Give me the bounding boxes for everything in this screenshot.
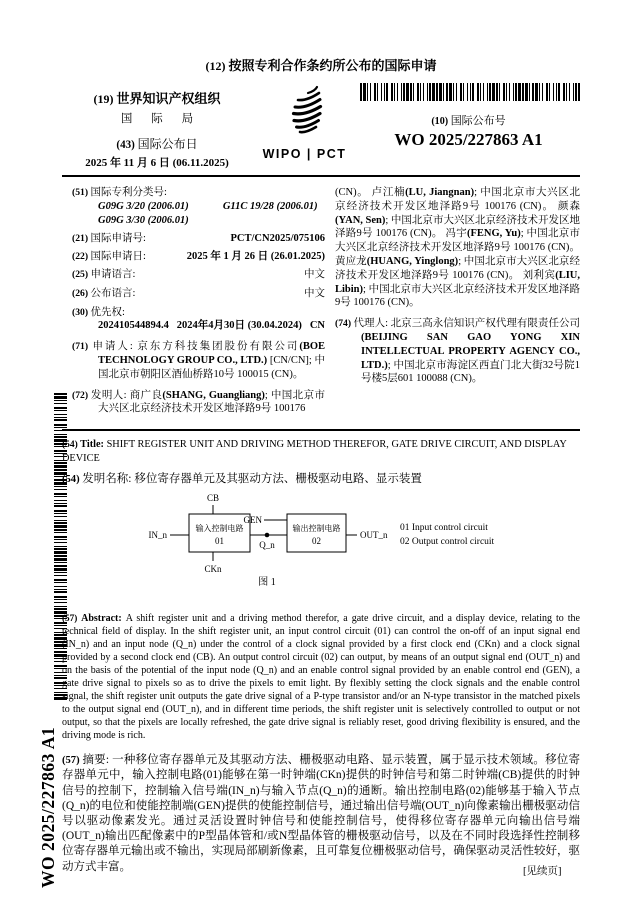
ipc-code: G09G 3/30 (2006.01) bbox=[98, 214, 189, 226]
page-content bbox=[62, 55, 580, 875]
title-chinese: (54) 发明名称: 移位寄存器单元及其驱动方法、栅极驱动电路、显示装置 bbox=[62, 473, 422, 486]
figure-1 bbox=[62, 490, 580, 607]
abstract-english: (57) Abstract: A shift register unit and a driving method therefor, a gate drive circuit, and a display device, relating to the technical field of display. In the shift register unit, an input control circuit (01) can control the on-off of an input signal end (IN_n) and an input node (Q_n) under the control of a clock signal provided by a first clock end (CKn) and a clock signal provided by a second clock end (CB). An output control circuit (02) can output, by means of an output signal end (OUT_n) and on the basis of the potential of the input node (Q_n) and an enable control signal provided by an enable control end (GEN), a gate drive signal to pixels so as to drive the pixels to emit light. By flexibly setting the clock signals and the enable control signal, the shift register unit outputs the gate drive signal of a P-type transistor and/or an N-type transistor in the matched pixels to the output signal end (OUT_n), and in different time periods, the shift register unit is selectively controlled to output or not output, so that the pixels are locally refreshed, the gate drive signal is reliably reset, good driving flexibility is ensured, and the driving mode is rich. bbox=[62, 613, 580, 742]
field-label: (21) 国际申请号: bbox=[72, 232, 146, 244]
box1-label: 输入控制电路 bbox=[195, 524, 244, 534]
signal-ckn: CKn bbox=[204, 564, 222, 575]
header-row bbox=[62, 83, 580, 170]
biblio-column-left bbox=[72, 186, 325, 416]
signal-in: IN_n bbox=[148, 530, 167, 541]
applicant-paragraph: (71) 申请人: 京东方科技集团股份有限公司(BOE TECHNOLOGY GROUP CO., LTD.) [CN/CN]; 中国北京市朝阳区酒仙桥路10号 100015 (CN)。 bbox=[72, 341, 326, 380]
figure-diagram bbox=[62, 490, 580, 602]
sidebar-pub-number: WO 2025/227863 A1 bbox=[38, 726, 58, 888]
intl-application-type-line: (12) 按照专利合作条约所公布的国际申请 bbox=[205, 58, 437, 73]
pub-date-value: 2025 年 11 月 6 日 (06.11.2025) bbox=[85, 157, 229, 169]
continuation-note: [见续页] bbox=[523, 866, 562, 877]
pub-date-label: (43) 国际公布日 bbox=[116, 137, 198, 151]
priority-date: 2024年4月30日 (30.04.2024) bbox=[176, 320, 302, 332]
ipc-code: G09G 3/20 (2006.01) bbox=[98, 200, 189, 212]
field-intl-filing-date bbox=[72, 250, 325, 264]
ipc-label: (51) 国际专利分类号: bbox=[72, 187, 167, 198]
field-value: 2025 年 1 月 26 日 (26.01.2025) bbox=[186, 251, 325, 263]
field-label: (22) 国际申请日: bbox=[72, 251, 146, 263]
box2-label: 输出控制电路 bbox=[292, 524, 341, 534]
figure-legend-2: 02 Output control circuit bbox=[400, 537, 495, 548]
signal-out: OUT_n bbox=[360, 530, 388, 541]
org-bureau: 国 际 局 bbox=[120, 113, 202, 125]
field-intl-application-number bbox=[72, 232, 325, 246]
ipc-codes bbox=[72, 200, 325, 228]
biblio-column-right bbox=[335, 186, 580, 416]
input-control-box bbox=[189, 514, 250, 552]
abstract-chinese: (57) 摘要: 一种移位寄存器单元及其驱动方法、栅极驱动电路、显示装置，属于显示技术领域。移位寄存器单元中，输入控制电路(01)能够在第一时钟端(CKn)提供的时钟信号和第二时钟端(CB)提供的时钟信号的控制下，控制输入信号端(IN_n)与输入节点(Q_n)的通断。输出控制电路(02)能够基于输入节点(Q_n)的电位和使能控制端(GEN)提供的使能控制信号，通过输出信号端(OUT_n)向像素输出栅极驱动信号以驱动像素发光。通过灵活设置时钟信号和使能控制信号，使得移位寄存器单元向输出信号端(OUT_n)输出匹配像素中的P型晶体管和/或N型晶体管的栅极驱动信号，以及在不同时段选择性控制移位寄存器单元输出或不输出，实现局部刷新像素，且可靠复位栅极驱动信号，确保驱动灵活性较好，驱动方式丰富。 bbox=[62, 754, 580, 873]
wipo-logo-icon bbox=[276, 84, 334, 140]
priority-data bbox=[72, 319, 325, 333]
title-divider bbox=[62, 429, 580, 431]
wipo-pct-wordmark: WIPO | PCT bbox=[262, 147, 347, 161]
field-filing-language bbox=[72, 268, 325, 282]
inventors-continued-paragraph: (CN)。 卢江楠(LU, Jiangnan); 中国北京市大兴区北京经济技术开发区地泽路9号 100176 (CN)。 颜森(YAN, Sen); 中国北京市大兴区北京经济技术开发区地泽路9号 100176 (CN)。 冯宇(FENG, Yu); 中国北京市大兴区北京经济技术开发区地泽路9号 100176 (CN)。 黄应龙(HUANG, Yinglong); 中国北京市大兴区北京经济技术开发区地泽路9号 100176 (CN)。 刘利宾(LIU, Libin); 中国北京市大兴区北京经济技术开发区地泽路9号 100176 (CN)。 bbox=[335, 187, 580, 309]
box1-number: 01 bbox=[215, 536, 224, 547]
signal-cb: CB bbox=[206, 493, 220, 504]
priority-country: CN bbox=[309, 320, 325, 332]
pub-number-label: (10) 国际公布号 bbox=[431, 115, 506, 127]
box2-number: 02 bbox=[312, 536, 321, 547]
title-english: (54) Title: SHIFT REGISTER UNIT AND DRIVING METHOD THEREFOR, GATE DRIVE CIRCUIT, AND DISPLAY DEVICE bbox=[62, 439, 567, 465]
agent-paragraph: (74) 代理人: 北京三高永信知识产权代理有限责任公司(BEIJING SAN GAO YONG XIN INTELLECTUAL PROPERTY AGENCY CO., LTD.); 中国北京市海淀区西直门北大街32号院1号楼5层601 100088 (CN)。 bbox=[335, 318, 580, 385]
pub-number-block bbox=[357, 83, 580, 150]
field-label: (25) 申请语言: bbox=[72, 269, 136, 281]
org-block bbox=[62, 83, 252, 170]
figure-legend-1: 01 Input control circuit bbox=[400, 523, 488, 534]
field-value: 中文 bbox=[304, 287, 325, 299]
priority-label: (30) 优先权: bbox=[72, 306, 125, 318]
field-publication-language bbox=[72, 287, 325, 301]
signal-gen: GEN bbox=[243, 515, 262, 526]
field-label: (26) 公布语言: bbox=[72, 287, 136, 299]
org-name: (19) 世界知识产权组织 bbox=[93, 91, 221, 106]
figure-caption: 图 1 bbox=[258, 577, 276, 589]
field-value: PCT/CN2025/075106 bbox=[230, 232, 325, 244]
inventor-paragraph: (72) 发明人: 商广良(SHANG, Guangliang); 中国北京市大兴区北京经济技术开发区地泽路9号 100176 bbox=[72, 389, 325, 415]
q-node-dot bbox=[265, 533, 270, 538]
pub-number-value: WO 2025/227863 A1 bbox=[394, 130, 543, 149]
field-value: 中文 bbox=[304, 269, 325, 281]
ipc-code: G11C 19/28 (2006.01) bbox=[222, 200, 318, 212]
barcode-icon bbox=[360, 83, 580, 101]
bibliographic-section bbox=[62, 177, 580, 424]
wipo-logo-block bbox=[252, 83, 357, 161]
output-control-box bbox=[287, 514, 346, 552]
priority-number: 202410544894.4 bbox=[98, 320, 169, 332]
signal-q: Q_n bbox=[259, 540, 275, 551]
